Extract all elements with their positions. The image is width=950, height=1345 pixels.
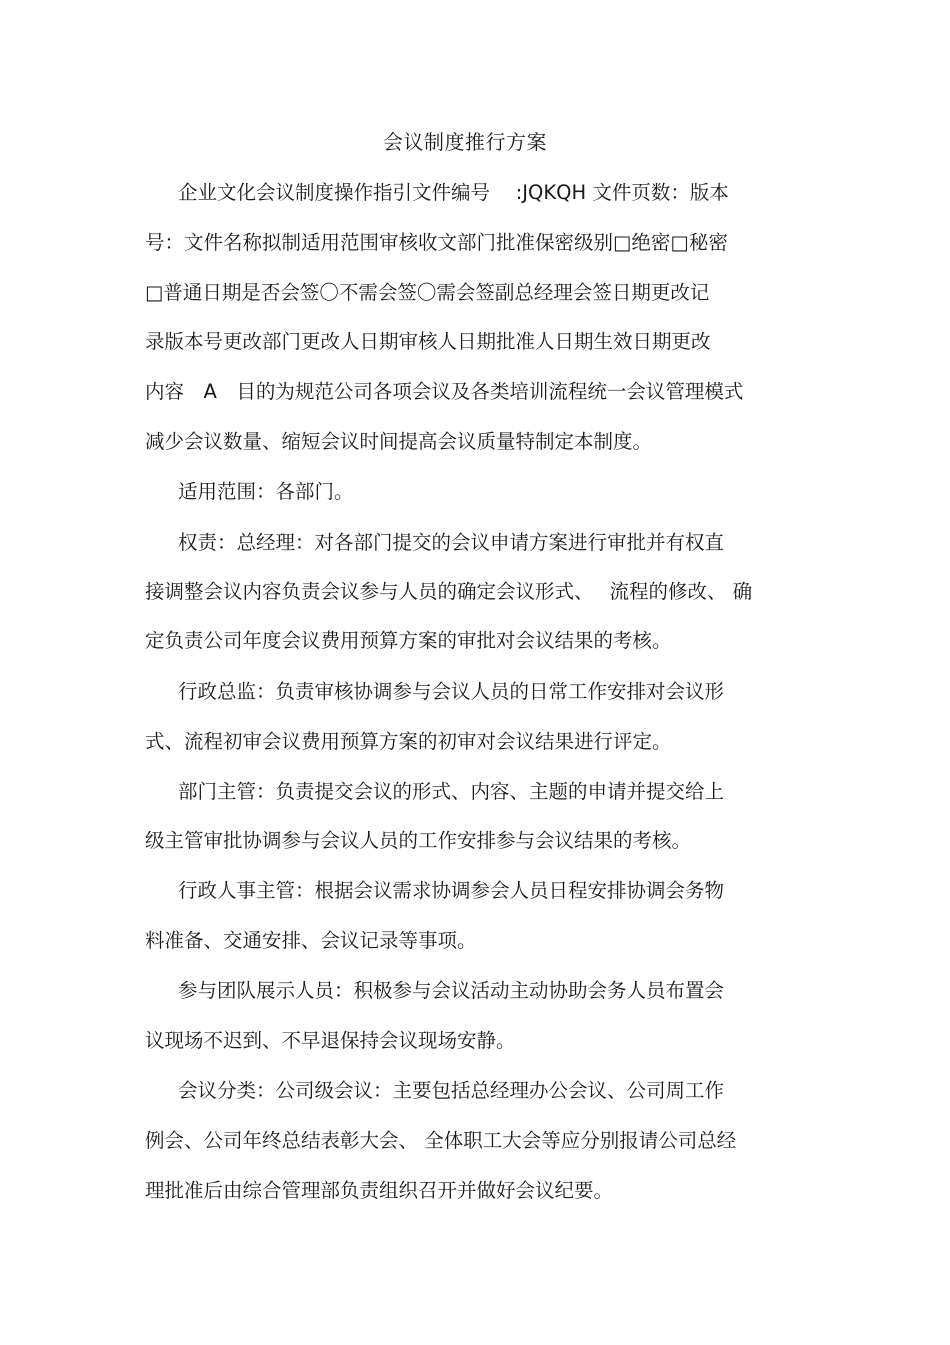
paragraph-line: 行政人事主管：根据会议需求协调参会人员日程安排协调会务物: [178, 879, 725, 902]
paragraph-line: 料准备、交通安排、会议记录等事项。: [145, 929, 477, 952]
paragraph-line: 接调整会议内容负责会议参与人员的确定会议形式、 流程的修改、 确: [145, 580, 753, 603]
paragraph-line: 定负责公司年度会议费用预算方案的审批对会议结果的考核。: [145, 629, 672, 652]
paragraph-line: 适用范围：各部门。: [178, 480, 354, 503]
paragraph-line: 参与团队展示人员：积极参与会议活动主动协助会务人员布置会: [178, 979, 725, 1002]
paragraph-line: 部门主管：负责提交会议的形式、内容、主题的申请并提交给上: [178, 780, 725, 803]
paragraph-line: 减少会议数量、缩短会议时间提高会议质量特制定本制度。: [145, 430, 653, 453]
paragraph-line: □普通日期是否会签〇不需会签〇需会签副总经理会签日期更改记: [145, 281, 710, 304]
paragraph-line: 行政总监：负责审核协调参与会议人员的日常工作安排对会议形: [178, 680, 725, 703]
paragraph-line: 例会、公司年终总结表彰大会、 全体职工大会等应分别报请公司总经: [145, 1129, 737, 1152]
document-title: 会议制度推行方案: [383, 130, 547, 154]
paragraph-line: 式、流程初审会议费用预算方案的初审对会议结果进行评定。: [145, 730, 672, 753]
paragraph-line: 录版本号更改部门更改人日期审核人日期批准人日期生效日期更改: [145, 330, 711, 353]
paragraph-line: 会议分类：公司级会议：主要包括总经理办公会议、公司周工作: [178, 1079, 725, 1102]
paragraph-line: 议现场不迟到、不早退保持会议现场安静。: [145, 1029, 516, 1052]
paragraph-line: 理批准后由综合管理部负责组织召开并做好会议纪要。: [145, 1179, 614, 1202]
paragraph-line: 级主管审批协调参与会议人员的工作安排参与会议结果的考核。: [145, 829, 692, 852]
paragraph-line: 权责：总经理：对各部门提交的会议申请方案进行审批并有权直: [178, 531, 725, 554]
paragraph-line: 号：文件名称拟制适用范围审核收文部门批准保密级别□绝密□秘密: [145, 231, 728, 254]
paragraph-line: 内容 A 目的为规范公司各项会议及各类培训流程统一会议管理模式: [145, 380, 744, 403]
paragraph-line: 企业文化会议制度操作指引文件编号 :JQKQH 文件页数：版本: [178, 181, 729, 204]
